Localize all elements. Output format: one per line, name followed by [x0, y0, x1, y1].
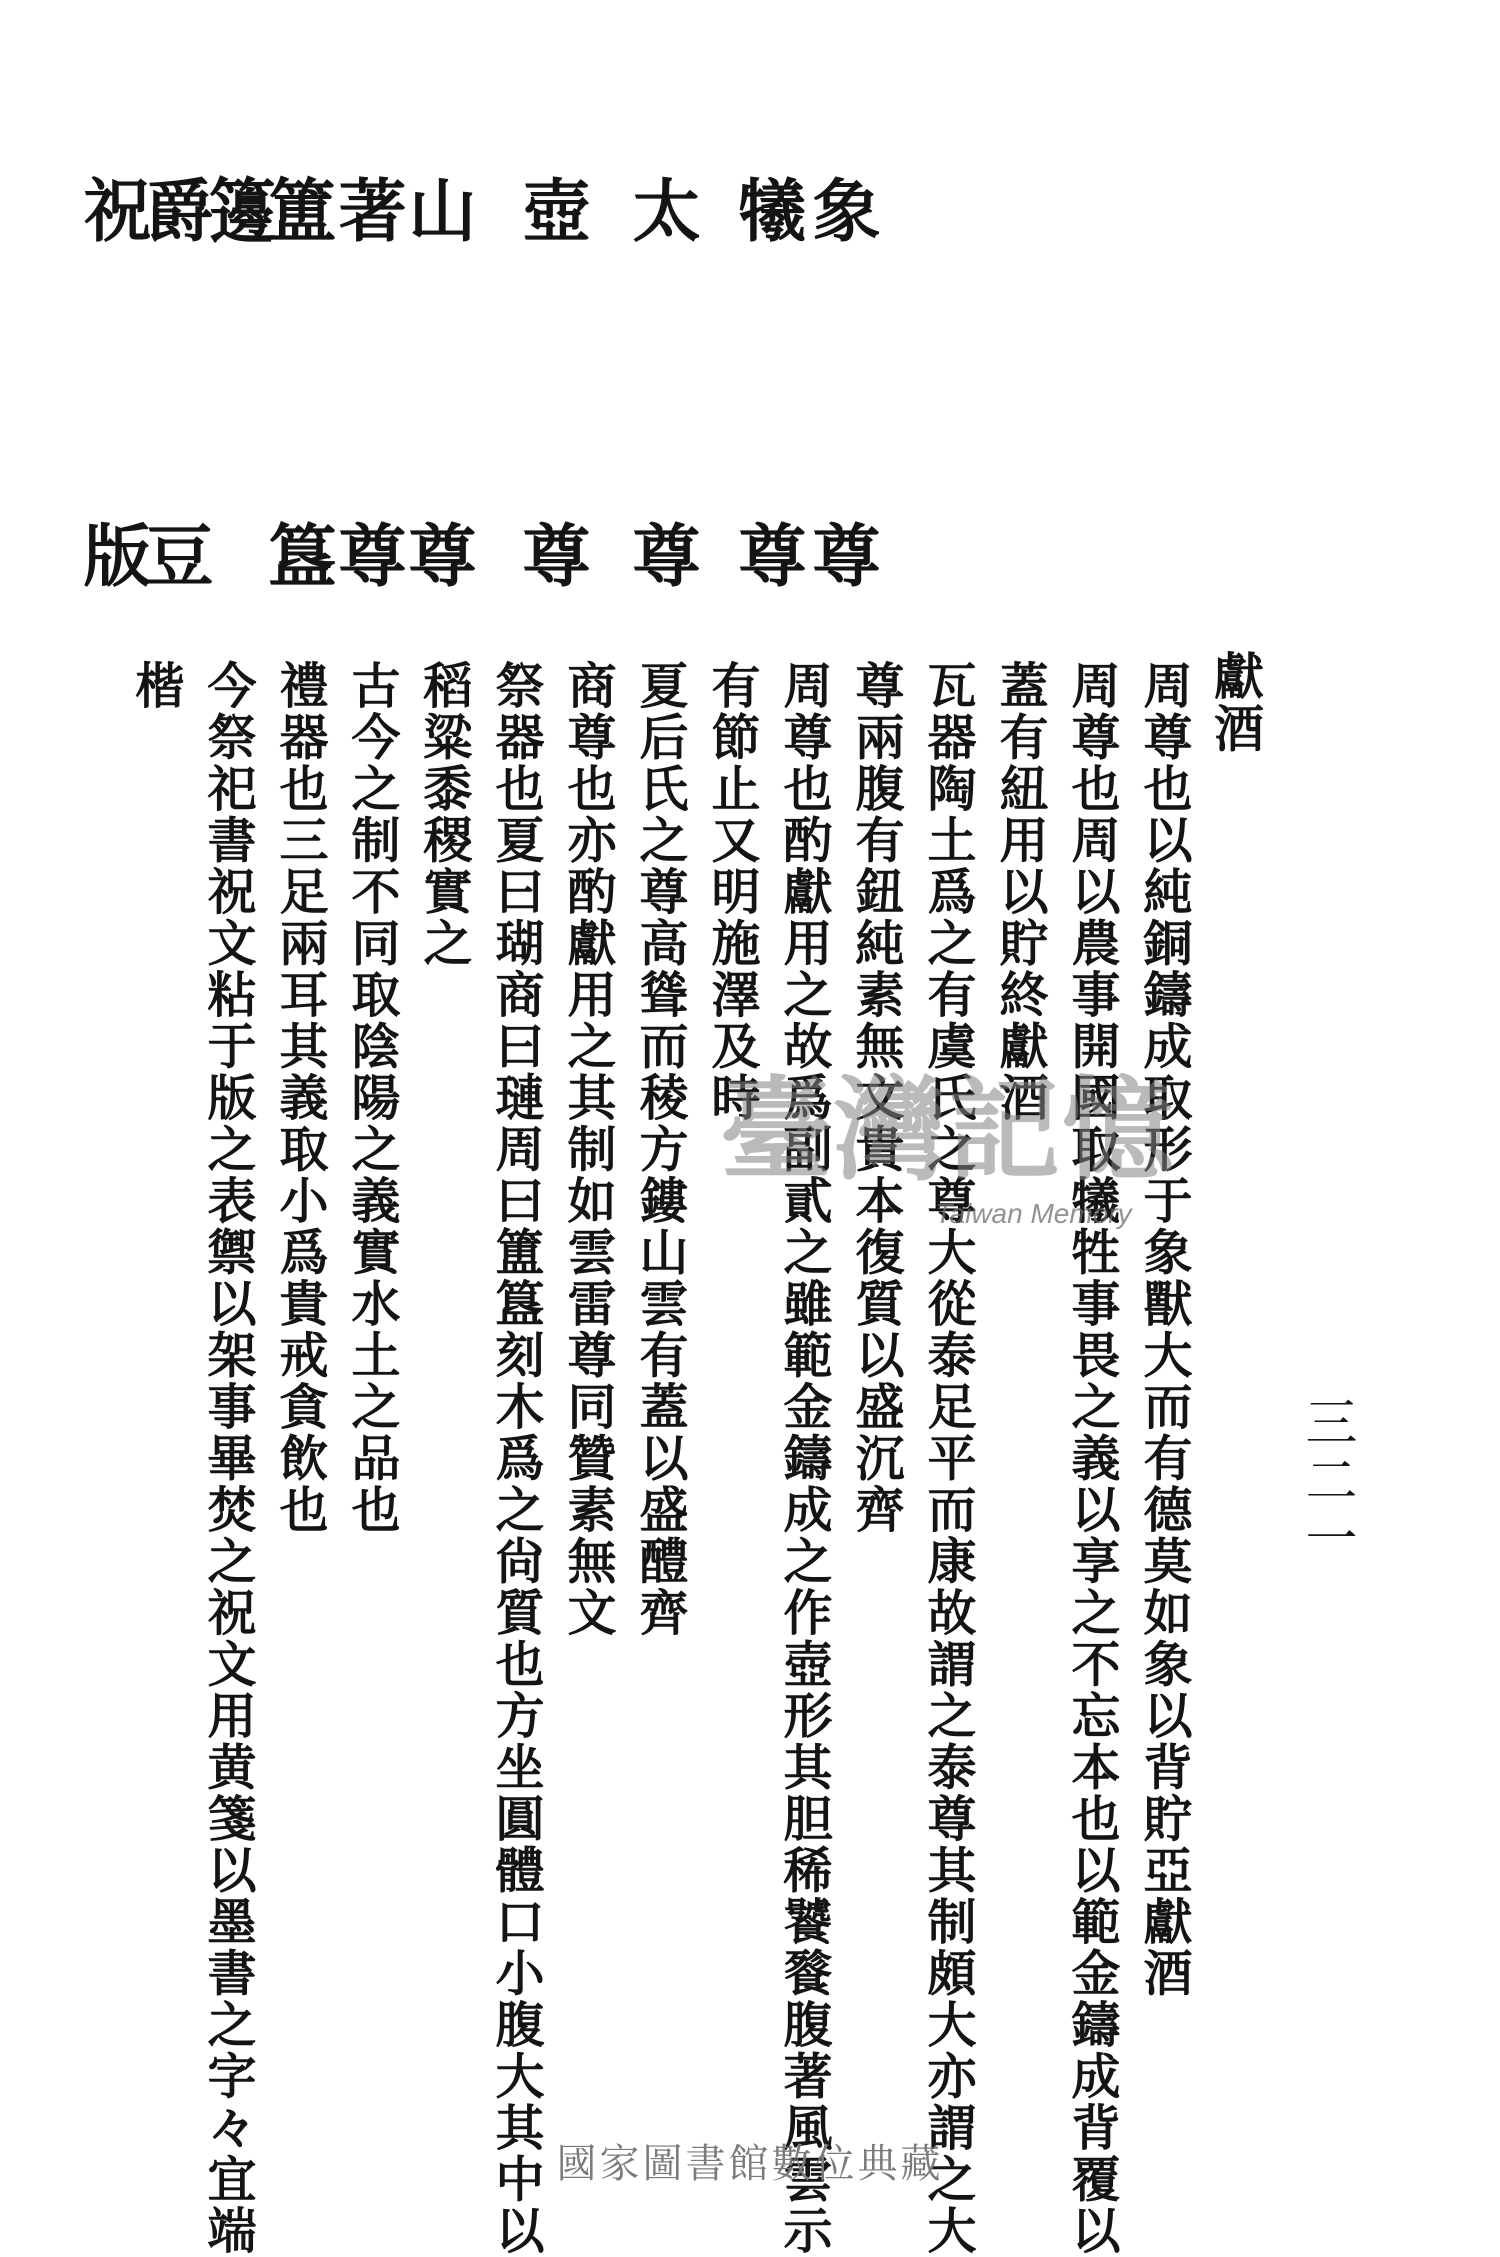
heading-xiang: 象 — [801, 175, 881, 247]
subheading-xi-zun: 尊 — [727, 520, 807, 588]
heading-fu: 簠 — [257, 175, 337, 247]
watermark-main-text: 臺灣記憶 — [720, 1065, 1176, 1196]
subheading-xiang-zun: 尊 — [801, 520, 881, 588]
footer-collection-label: 國家圖書館數位典藏 — [556, 2141, 944, 2187]
text-column-13: 禮器也三足兩耳其義取小爲貴戒貪飲也 — [272, 660, 330, 1536]
text-column-5: 尊兩腹有鈕純素無文貴本復質以盛沉齊 — [848, 660, 906, 1536]
subheading-ban: 版 — [72, 520, 152, 588]
text-column-11: 稻粱黍稷實之 — [416, 660, 474, 969]
text-column-10: 祭器也夏曰瑚商曰璉周曰簠簋刻木爲之尙質也方坐圓體口小腹大其中以 — [488, 660, 546, 2257]
heading-bian: 籩 — [197, 175, 277, 247]
text-column-14: 今祭祀書祝文粘于版之表禦以架事畢焚之祝文用黄箋以墨書之字々宜端 — [200, 660, 258, 2257]
page-number: 三二一 — [1296, 1395, 1356, 1569]
heading-tai: 太 — [621, 175, 701, 247]
text-column-7: 有節止又明施澤及時 — [704, 660, 762, 1124]
text-column-2: 周尊也周以農事開國取犧牲事畏之義以享之不忘本也以範金鑄成背覆以 — [1064, 660, 1122, 2257]
subheading-shan-zun: 尊 — [397, 520, 477, 588]
heading-zhu: 著 — [327, 175, 407, 247]
heading-shan: 山 — [397, 175, 477, 247]
heading-zhu-blessing: 祝 — [72, 175, 152, 247]
section-title-xian-jiu: 獻酒 — [1206, 650, 1265, 755]
text-column-4: 瓦器陶土爲之有虞氏之尊大從泰足平而康故謂之泰尊其制頗大亦謂之大 — [920, 660, 978, 2257]
heading-jue: 爵 — [134, 175, 214, 247]
text-column-15: 楷 — [128, 660, 186, 712]
text-column-9: 商尊也亦酌獻用之其制如雲雷尊同贊素無文 — [560, 660, 618, 1639]
heading-hu: 壺 — [511, 175, 591, 247]
text-column-3: 蓋有紐用以貯終獻酒 — [992, 660, 1050, 1124]
watermark-sub-text: Taiwan Memory — [935, 1198, 1132, 1229]
subheading-tai-zun: 尊 — [621, 520, 701, 588]
subheading-zhu-zun: 尊 — [327, 520, 407, 588]
heading-xi: 犧 — [727, 175, 807, 247]
text-column-6: 周尊也酌獻用之故爲副貳之雖範金鑄成之作壺形其胆稀饕餮腹著風雲示 — [776, 660, 834, 2257]
text-column-1: 周尊也以純銅鑄成取形于象獸大而有德莫如象以背貯亞獻酒 — [1136, 660, 1194, 1999]
text-column-8: 夏后氏之尊高聳而稜方鏤山雲有蓋以盛醴齊 — [632, 660, 690, 1639]
text-column-12: 古今之制不同取陰陽之義實水土之品也 — [344, 660, 402, 1536]
subheading-dou: 豆 — [134, 520, 214, 588]
subheading-fu-gui: 簋 — [257, 520, 337, 588]
subheading-hu-zun: 尊 — [511, 520, 591, 588]
